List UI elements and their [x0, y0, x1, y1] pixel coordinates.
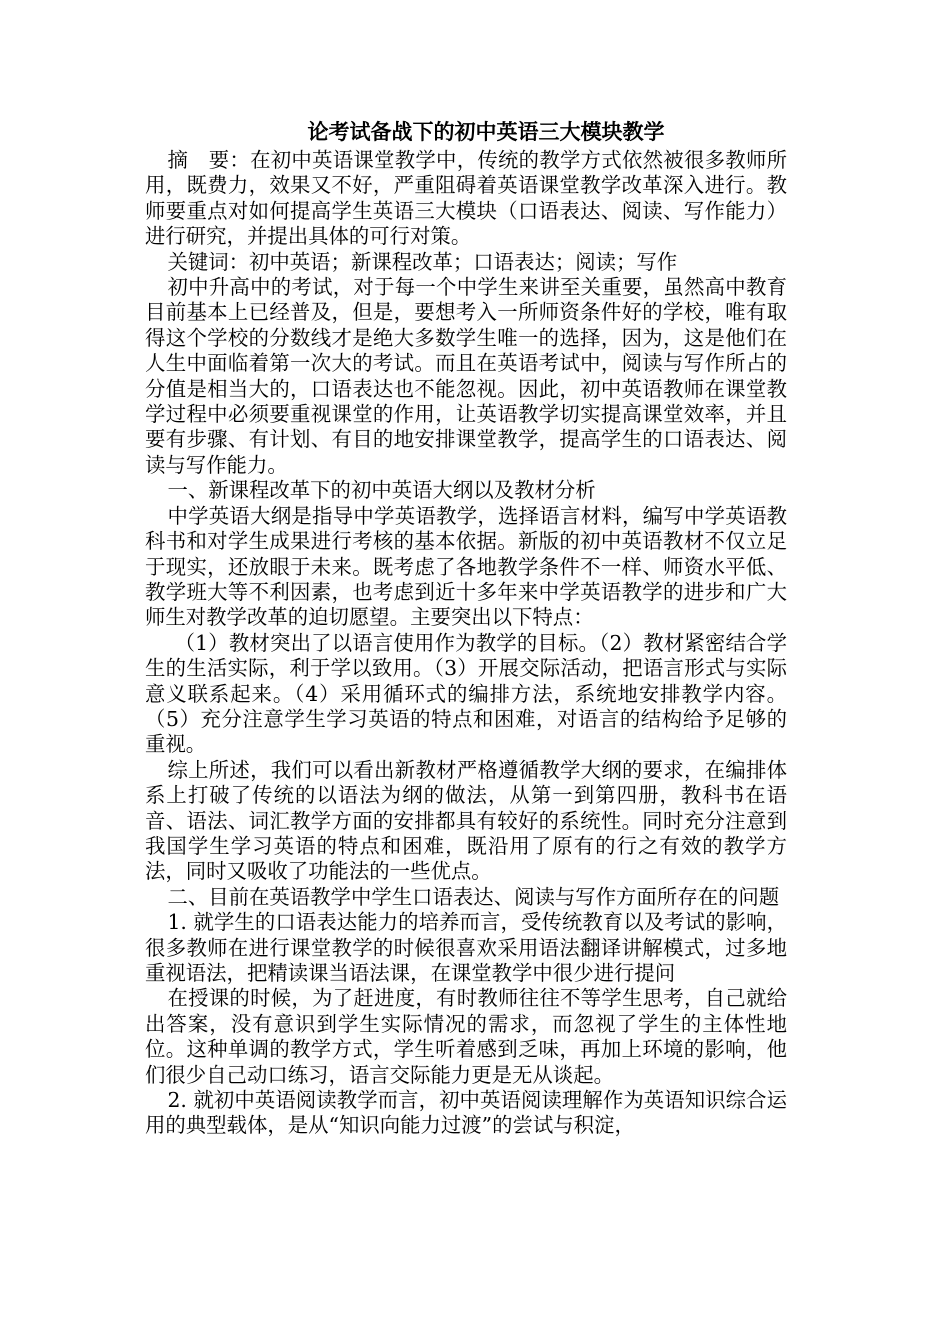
syllabus-paragraph: 中学英语大纲是指导中学英语教学，选择语言材料，编写中学英语教科书和对学生成果进行考核的基本依据。新版的初中英语教材不仅立足于现实，还放眼于未来。既考虑了各地教学条件不一样、师资水平低、教学班大等不利因素，也考虑到近十多年来中学英语教学的进步和广大师生对教学改革的迫切愿望。主要突出以下特点： [145, 503, 787, 630]
reading-problem-paragraph: 2. 就初中英语阅读教学而言，初中英语阅读理解作为英语知识综合运用的典型载体，是从“知识向能力过渡”的尝试与积淀， [145, 1088, 787, 1138]
teaching-style-paragraph: 在授课的时候，为了赶进度，有时教师往往不等学生思考，自己就给出答案，没有意识到学生实际情况的需求，而忽视了学生的主体性地位。这种单调的教学方式，学生听着感到乏味，再加上环境的影响，他们很少自己动口练习，语言交际能力更是无从谈起。 [145, 986, 787, 1087]
intro-paragraph: 初中升高中的考试，对于每一个中学生来讲至关重要，虽然高中教育目前基本上已经普及，但是，要想考入一所师资条件好的学校，唯有取得这个学校的分数线才是绝大多数学生唯一的选择，因为，这是他们在人生中面临着第一次大的考试。而且在英语考试中，阅读与写作所占的分值是相当大的，口语表达也不能忽视。因此，初中英语教师在课堂教学过程中必须要重视课堂的作用，让英语教学切实提高课堂效率，并且要有步骤、有计划、有目的地安排课堂教学，提高学生的口语表达、阅读与写作能力。 [145, 275, 787, 477]
section-heading-2: 二、目前在英语教学中学生口语表达、阅读与写作方面所存在的问题 [167, 884, 780, 909]
section-heading-1: 一、新课程改革下的初中英语大纲以及教材分析 [167, 478, 596, 503]
document-title: 论考试备战下的初中英语三大模块教学 [307, 120, 665, 144]
features-list-paragraph: （1）教材突出了以语言使用作为教学的目标。（2）教材紧密结合学生的生活实际，利于学以致用。（3）开展交际活动，把语言形式与实际意义联系起来。（4）采用循环式的编排方法，系统地安排教学内容。（5）充分注意学生学习英语的特点和困难，对语言的结构给予足够的重视。 [145, 630, 787, 757]
keywords-paragraph: 关键词：初中英语；新课程改革；口语表达；阅读；写作 [167, 249, 678, 274]
oral-problem-paragraph: 1. 就学生的口语表达能力的培养而言，受传统教育以及考试的影响，很多教师在进行课堂教学的时候很喜欢采用语法翻译讲解模式，过多地重视语法，把精读课当语法课，在课堂教学中很少进行提问 [145, 910, 787, 985]
summary-paragraph: 综上所述，我们可以看出新教材严格遵循教学大纲的要求，在编排体系上打破了传统的以语法为纲的做法，从第一到第四册，教科书在语音、语法、词汇教学方面的安排都具有较好的系统性。同时充分注意到我国学生学习英语的特点和困难，既沿用了原有的行之有效的教学方法，同时又吸收了功能法的一些优点。 [145, 757, 787, 884]
document-page [145, 118, 787, 1139]
abstract-paragraph: 摘 要：在初中英语课堂教学中，传统的教学方式依然被很多教师所用，既费力，效果又不好，严重阻碍着英语课堂教学改革深入进行。教师要重点对如何提高学生英语三大模块（口语表达、阅读、写作能力）进行研究，并提出具体的可行对策。 [145, 148, 787, 249]
